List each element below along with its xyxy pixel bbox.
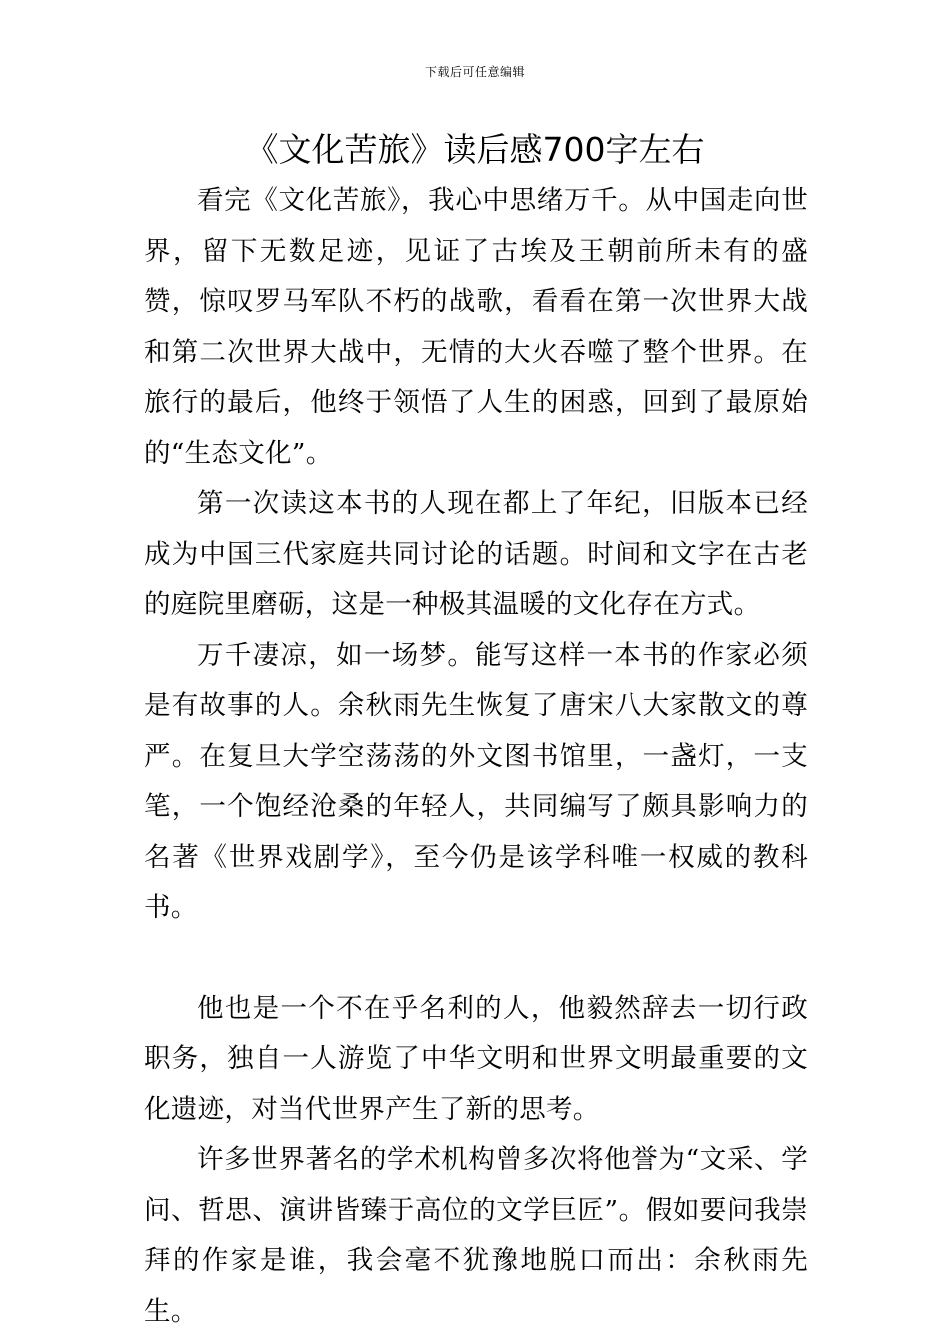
paragraph-4: 他也是一个不在乎名利的人，他毅然辞去一切行政职务，独自一人游览了中华文明和世界文明最重要的文化遗迹，对当代世界产生了新的思考。 bbox=[144, 992, 808, 1125]
paragraph-5: 许多世界著名的学术机构曾多次将他誉为“文采、学问、哲思、演讲皆臻于高位的文学巨匠”。假如要问我崇拜的作家是谁，我会毫不犹豫地脱口而出：余秋雨先生。 bbox=[144, 1144, 808, 1327]
paragraph-1: 看完《文化苦旅》，我心中思绪万千。从中国走向世界，留下无数足迹，见证了古埃及王朝前所未有的盛赞，惊叹罗马军队不朽的战歌，看看在第一次世界大战和第二次世界大战中，无情的大火吞噬了整个世界。在旅行的最后，他终于领悟了人生的困惑，回到了最原始的“生态文化”。 bbox=[144, 185, 808, 469]
document-body bbox=[144, 176, 808, 1337]
header-note: 下载后可任意编辑 bbox=[424, 65, 525, 79]
blank-line bbox=[144, 934, 808, 984]
paragraph-2: 第一次读这本书的人现在都上了年纪，旧版本已经成为中国三代家庭共同讨论的话题。时间和文字在古老的庭院里磨砺，这是一种极其温暖的文化存在方式。 bbox=[144, 488, 808, 620]
paragraph-3: 万千凄凉，如一场梦。能写这样一本书的作家必须是有故事的人。余秋雨先生恢复了唐宋八大家散文的尊严。在复旦大学空荡荡的外文图书馆里，一盏灯，一支笔，一个饱经沧桑的年轻人，共同编写了颇具影响力的名著《世界戏剧学》，至今仍是该学科唯一权威的教科书。 bbox=[144, 639, 808, 923]
document-title: 《文化苦旅》读后感700字左右 bbox=[245, 130, 705, 169]
